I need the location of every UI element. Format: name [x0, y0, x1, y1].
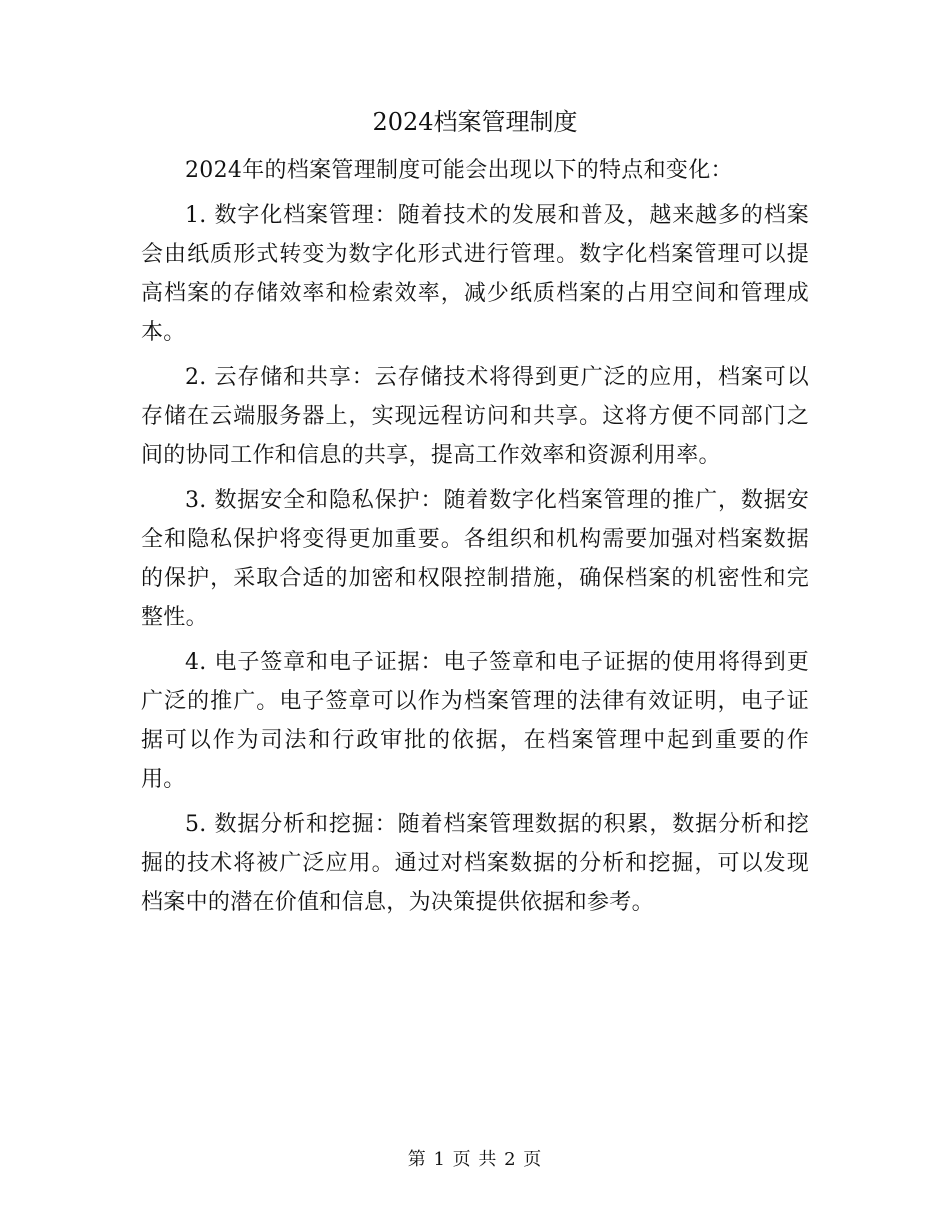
paragraph-data-analysis: 5. 数据分析和挖掘：随着档案管理数据的积累，数据分析和挖掘的技术将被广泛应用。通过对档案数据的分析和挖掘，可以发现档案中的潜在价值和信息，为决策提供依据和参考。	[141, 812, 809, 915]
paragraph-data-security: 3. 数据安全和隐私保护：随着数字化档案管理的推广，数据安全和隐私保护将变得更加重要。各组织和机构需要加强对档案数据的保护，采取合适的加密和权限控制措施，确保档案的机密性和完整性。	[141, 488, 809, 630]
paragraph-cloud-storage: 2. 云存储和共享：云存储技术将得到更广泛的应用，档案可以存储在云端服务器上，实现远程访问和共享。这将方便不同部门之间的协同工作和信息的共享，提高工作效率和资源利用率。	[141, 365, 809, 468]
intro-paragraph: 2024年的档案管理制度可能会出现以下的特点和变化：	[185, 158, 733, 183]
page-title: 2024档案管理制度	[372, 108, 578, 136]
paragraph-electronic-signature: 4. 电子签章和电子证据：电子签章和电子证据的使用将得到更广泛的推广。电子签章可以作为档案管理的法律有效证明，电子证据可以作为司法和行政审批的依据，在档案管理中起到重要的作用。	[141, 650, 809, 792]
paragraph-digital-archives: 1. 数字化档案管理：随着技术的发展和普及，越来越多的档案会由纸质形式转变为数字化形式进行管理。数字化档案管理可以提高档案的存储效率和检索效率，减少纸质档案的占用空间和管理成本。	[141, 203, 809, 345]
page-number-footer: 第 1 页 共 2 页	[407, 1149, 543, 1170]
document-body	[141, 151, 809, 928]
